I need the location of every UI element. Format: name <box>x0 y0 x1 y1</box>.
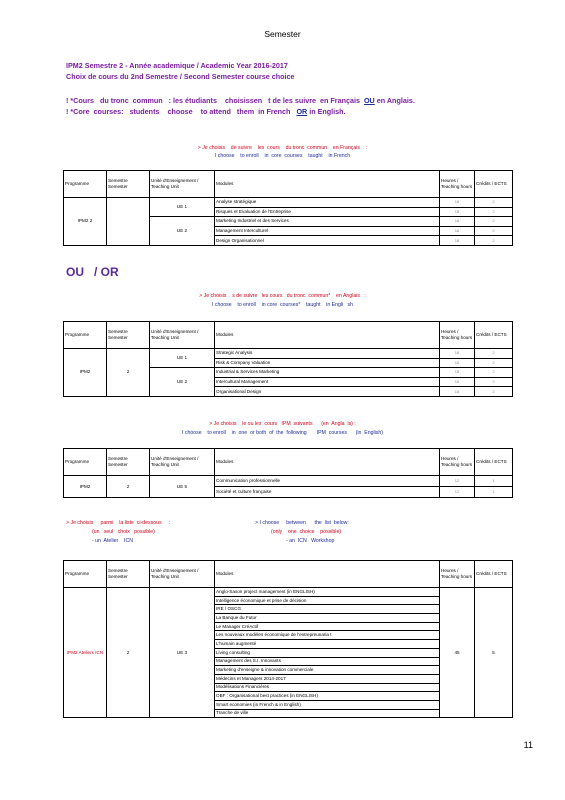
hours-cell: 45 <box>440 588 475 718</box>
section1-table <box>63 170 513 246</box>
module-cell: Design Organisationnel <box>215 236 440 246</box>
module-cell: Les nouveaux modèles économique de l'entrepreunaria t <box>215 631 440 640</box>
credits-cell: 5 <box>475 588 513 718</box>
hours-cell: 18 <box>440 236 475 246</box>
section1-instruction-fr: > Je choisis de suivre les cours du tronc commun en Français : <box>197 145 368 151</box>
module-cell: Intercultural Management <box>215 377 440 387</box>
col-modules: Modules <box>215 449 440 476</box>
module-cell: Communication professionnelle <box>215 476 440 487</box>
section3-instruction-en: I choose to enroll in one or both of the following IPM courses (in English) <box>182 430 383 436</box>
module-cell: Société et culture française <box>215 487 440 498</box>
section1-instruction-en: I choose to enroll in core courses taught in French <box>214 153 351 159</box>
module-cell: Tranche de ville <box>215 709 440 718</box>
ue-cell: UE 1 <box>150 349 215 368</box>
col-modules: Modules <box>215 322 440 349</box>
col-programme: Programme <box>64 561 107 588</box>
col-hours: Heures / Teaching hours <box>440 322 475 349</box>
semester-cell: 2 <box>107 349 150 397</box>
credits-cell: 1 <box>475 476 513 487</box>
credits-cell: 2 <box>475 387 513 397</box>
section3-instruction-fr: > Je choisis le ou les cours IPM suivants (en Angla is) : <box>209 421 356 427</box>
intro-title: IPM2 Semestre 2 - Année academique / Academic Year 2016-2017 <box>66 61 288 70</box>
module-cell: Living consulting <box>215 648 440 657</box>
col-semester: Semestre Semester <box>107 322 150 349</box>
ue-cell: UE 3 <box>150 588 215 718</box>
module-cell: Industrial & Services Marketing <box>215 368 440 378</box>
credits-cell: 2 <box>475 226 513 236</box>
hours-cell: 18 <box>440 226 475 236</box>
col-hours: Heures / Teaching hours <box>440 449 475 476</box>
credits-cell: 2 <box>475 377 513 387</box>
section4-workshop-fr: - un Atelier ICN <box>92 538 133 544</box>
col-credits: Crédits / ECTS <box>475 322 513 349</box>
hours-cell: 18 <box>440 358 475 368</box>
credits-cell: 2 <box>475 236 513 246</box>
hours-cell: 18 <box>440 377 475 387</box>
section2-table <box>63 321 513 397</box>
module-cell: Anglo-Saxon project management (in ENGLISH) <box>215 588 440 597</box>
module-cell: La Banque du Futur <box>215 614 440 623</box>
section2-instruction-fr: > Je choisis s de suivre les cours du tronc commun* en Anglais : <box>199 293 366 299</box>
col-programme: Programme <box>64 449 107 476</box>
col-semester: Semestre Semester <box>107 561 150 588</box>
module-cell: Organisational Design <box>215 387 440 397</box>
module-cell: Analyse stratégique <box>215 198 440 208</box>
credits-cell: 2 <box>475 198 513 208</box>
module-cell: Intelligence économique et prise de décision <box>215 596 440 605</box>
programme-cell: IPM2 Ateliers ICN <box>64 588 107 718</box>
hours-cell: 18 <box>440 349 475 359</box>
section4-instruction-en: > I choose between the list below: <box>255 520 349 526</box>
hours-cell: 18 <box>440 217 475 227</box>
intro-note-en: ! *Core courses: students choose to attend them in French OR in English. <box>66 107 346 116</box>
hours-cell: 18 <box>440 368 475 378</box>
col-hours: Heures / Teaching hours <box>440 171 475 198</box>
module-cell: IRE / OSCG <box>215 605 440 614</box>
ue-cell: UE 1 <box>150 198 215 217</box>
col-semester: Semestre Semester <box>107 449 150 476</box>
section4-note-fr: (un seul choix possible) <box>92 529 155 535</box>
section4-workshop-en: - an ICN Workshop <box>286 538 335 544</box>
hours-cell: 12 <box>440 487 475 498</box>
col-semester: Semestre Semester <box>107 171 150 198</box>
ue-cell: UE 2 <box>150 368 215 397</box>
section4-instruction-fr: > Je choisis parmi la liste ci-dessous : <box>66 520 171 526</box>
module-cell: Strategic Analysis <box>215 349 440 359</box>
hours-cell: 12 <box>440 476 475 487</box>
or-separator: OU / OR <box>66 265 119 279</box>
ue-cell: UE 5 <box>150 476 215 498</box>
module-cell: Modélisations Financières <box>215 683 440 692</box>
module-cell: Management des S.I. Innovants <box>215 657 440 666</box>
section4-note-en: (only one choice possible) <box>271 529 342 535</box>
credits-cell: 2 <box>475 349 513 359</box>
col-programme: Programme <box>64 171 107 198</box>
intro-note-fr: ! *Cours du tronc commun : les étudiants choisissen t de les suivre en Français OU en Anglais. <box>66 96 415 105</box>
hours-cell: 18 <box>440 198 475 208</box>
semester-cell: 2 <box>107 588 150 718</box>
col-unit: Unité d'Enseignement / Teaching Unit <box>150 449 215 476</box>
col-credits: Crédits / ECTS <box>475 449 513 476</box>
col-hours: Heures / Teaching hours <box>440 561 475 588</box>
col-modules: Modules <box>215 171 440 198</box>
credits-cell: 2 <box>475 368 513 378</box>
module-cell: Marketing Industriel et des Services <box>215 217 440 227</box>
section4-table <box>63 560 513 718</box>
col-credits: Crédits / ECTS <box>475 561 513 588</box>
intro-subtitle: Choix de cours du 2nd Semestre / Second Semester course choice <box>66 72 295 81</box>
module-cell: Médecins et Managers 2014-2017 <box>215 674 440 683</box>
credits-cell: 2 <box>475 358 513 368</box>
col-unit: Unité d'Enseignement / Teaching Unit <box>150 322 215 349</box>
module-cell: Risques et Evaluation de l'Entreprise <box>215 207 440 217</box>
module-cell: Management Interculturel <box>215 226 440 236</box>
programme-cell: IPM2 <box>64 476 107 498</box>
module-cell: Marketing d'enseigne & innovation commerciale <box>215 666 440 675</box>
hours-cell: 18 <box>440 387 475 397</box>
col-programme: Programme <box>64 322 107 349</box>
col-credits: Crédits / ECTS <box>475 171 513 198</box>
page-number: 11 <box>523 740 533 750</box>
module-cell: L'humain augmenté <box>215 640 440 649</box>
module-cell: Smart economies (in French & in English) <box>215 700 440 709</box>
module-cell: OBF : Organisational best practices (in ENGLISH) <box>215 692 440 701</box>
section3-table <box>63 448 513 498</box>
module-cell: Risk & Company Valuation <box>215 358 440 368</box>
semester-cell: 2 <box>107 476 150 498</box>
page-header: Semester <box>264 29 301 39</box>
credits-cell: 2 <box>475 217 513 227</box>
module-cell: Le Manager CréActif <box>215 622 440 631</box>
credits-cell: 2 <box>475 207 513 217</box>
section2-instruction-en: I choose to enroll in core courses* taught in Engli sh <box>212 302 353 308</box>
col-modules: Modules <box>215 561 440 588</box>
semester-cell <box>107 198 150 246</box>
credits-cell: 1 <box>475 487 513 498</box>
programme-cell: IPM2 2 <box>64 198 107 246</box>
programme-cell: IPM2 <box>64 349 107 397</box>
col-unit: Unité d'Enseignement / Teaching Unit <box>150 171 215 198</box>
hours-cell: 18 <box>440 207 475 217</box>
col-unit: Unité d'Enseignement / Teaching Unit <box>150 561 215 588</box>
ue-cell: UE 2 <box>150 217 215 246</box>
